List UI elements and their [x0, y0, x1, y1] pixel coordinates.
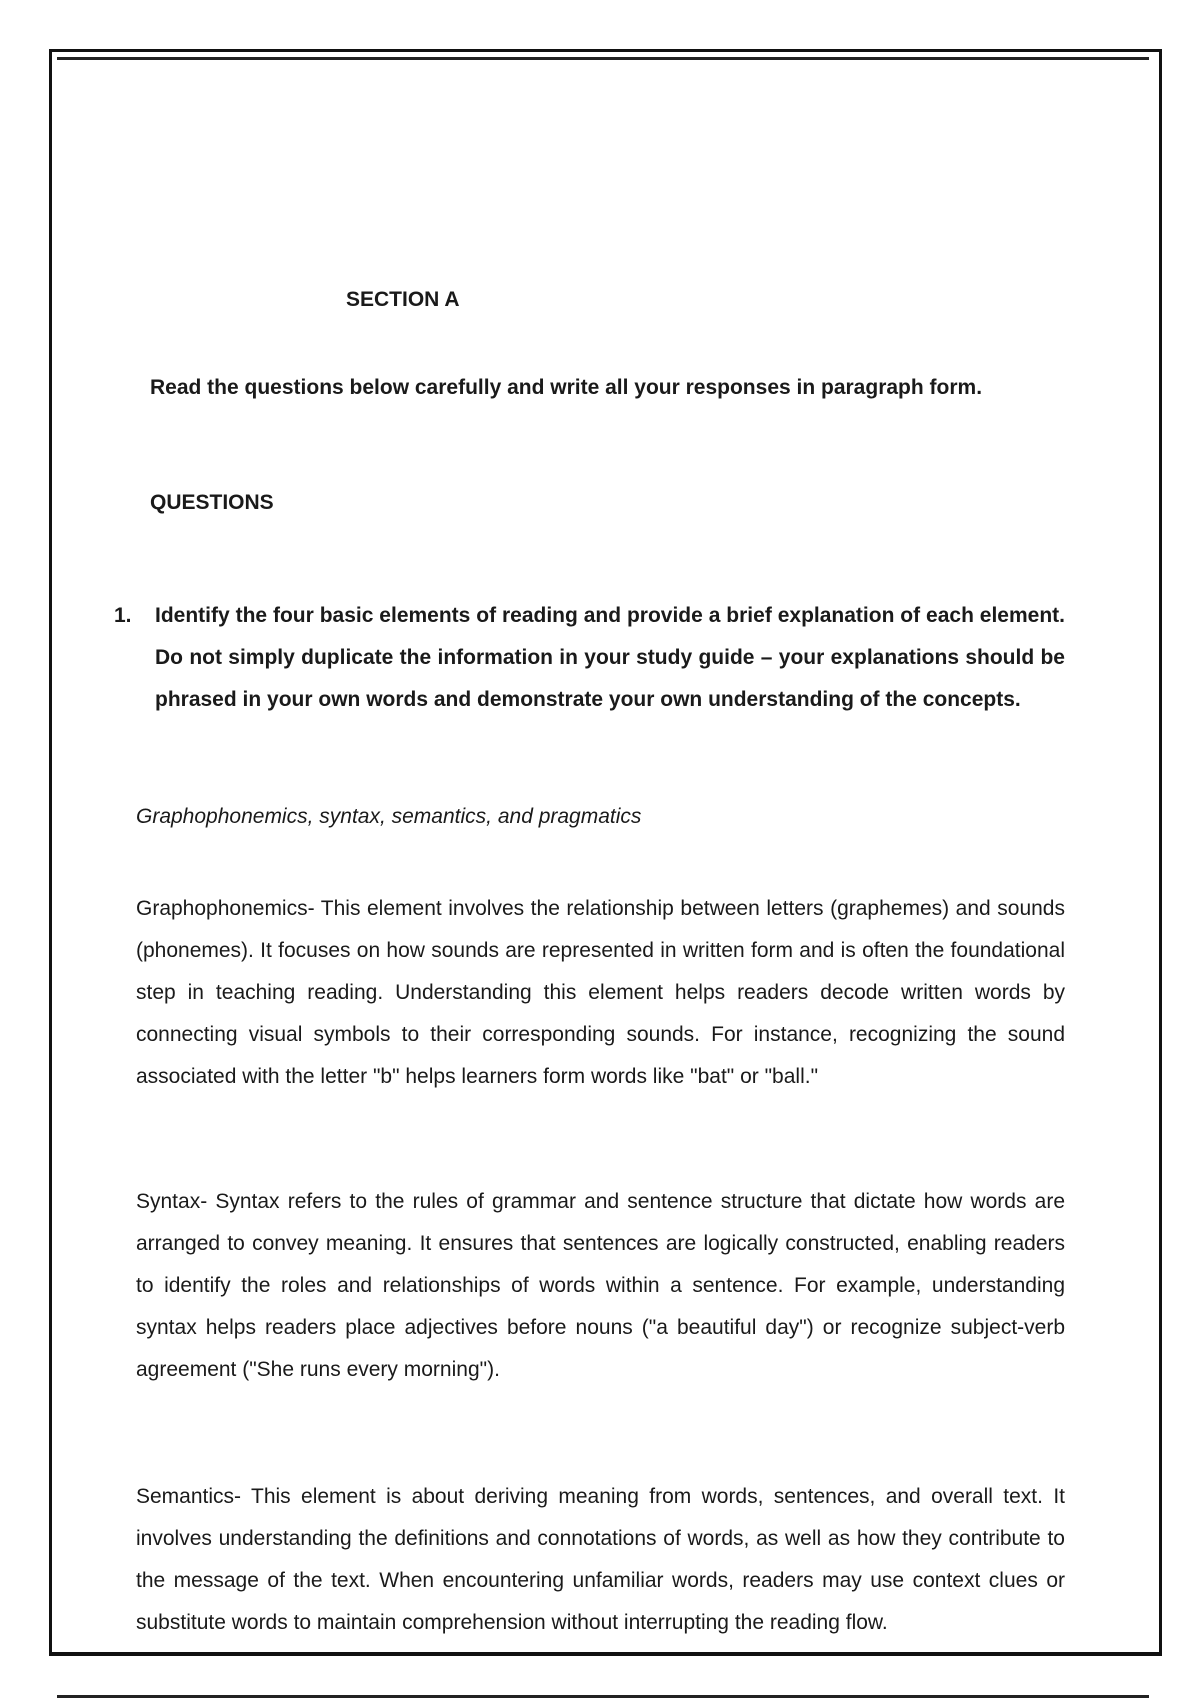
question-text: Identify the four basic elements of reading and provide a brief explanation of each element. Do not simply duplicate the information in your study guide – your explanations should be phrased in your own words and demonstrate your own understanding of the concepts.	[155, 604, 1065, 711]
questions-heading: QUESTIONS	[150, 491, 274, 514]
paragraph-semantics: Semantics- This element is about deriving meaning from words, sentences, and overall text. It involves understanding the definitions and connotations of words, as well as how they contribute to the message of the text. When encountering unfamiliar words, readers may use context clues or substitute words to maintain comprehension without interrupting the reading flow.	[136, 1485, 1065, 1634]
section-title: SECTION A	[346, 288, 460, 311]
bottom-rule	[57, 1695, 1149, 1698]
answer-summary: Graphophonemics, syntax, semantics, and pragmatics	[136, 805, 642, 828]
paragraph-graphophonemics: Graphophonemics- This element involves the relationship between letters (graphemes) and sounds (phonemes). It focuses on how sounds are represented in written form and is often the foundational step in teaching reading. Understanding this element helps readers decode written words by connecting visual symbols to their corresponding sounds. For instance, recognizing the sound associated with the letter "b" helps learners form words like "bat" or "ball."	[136, 897, 1065, 1088]
instructions: Read the questions below carefully and write all your responses in paragraph form.	[150, 376, 983, 399]
page-border	[49, 49, 1162, 1656]
paragraph-syntax: Syntax- Syntax refers to the rules of grammar and sentence structure that dictate how words are arranged to convey meaning. It ensures that sentences are logically constructed, enabling readers to identify the roles and relationships of words within a sentence. For example, understanding syntax helps readers place adjectives before nouns ("a beautiful day") or recognize subject-verb agreement ("She runs every morning").	[136, 1190, 1065, 1381]
top-rule	[57, 57, 1149, 60]
question-number: 1.	[114, 604, 132, 627]
